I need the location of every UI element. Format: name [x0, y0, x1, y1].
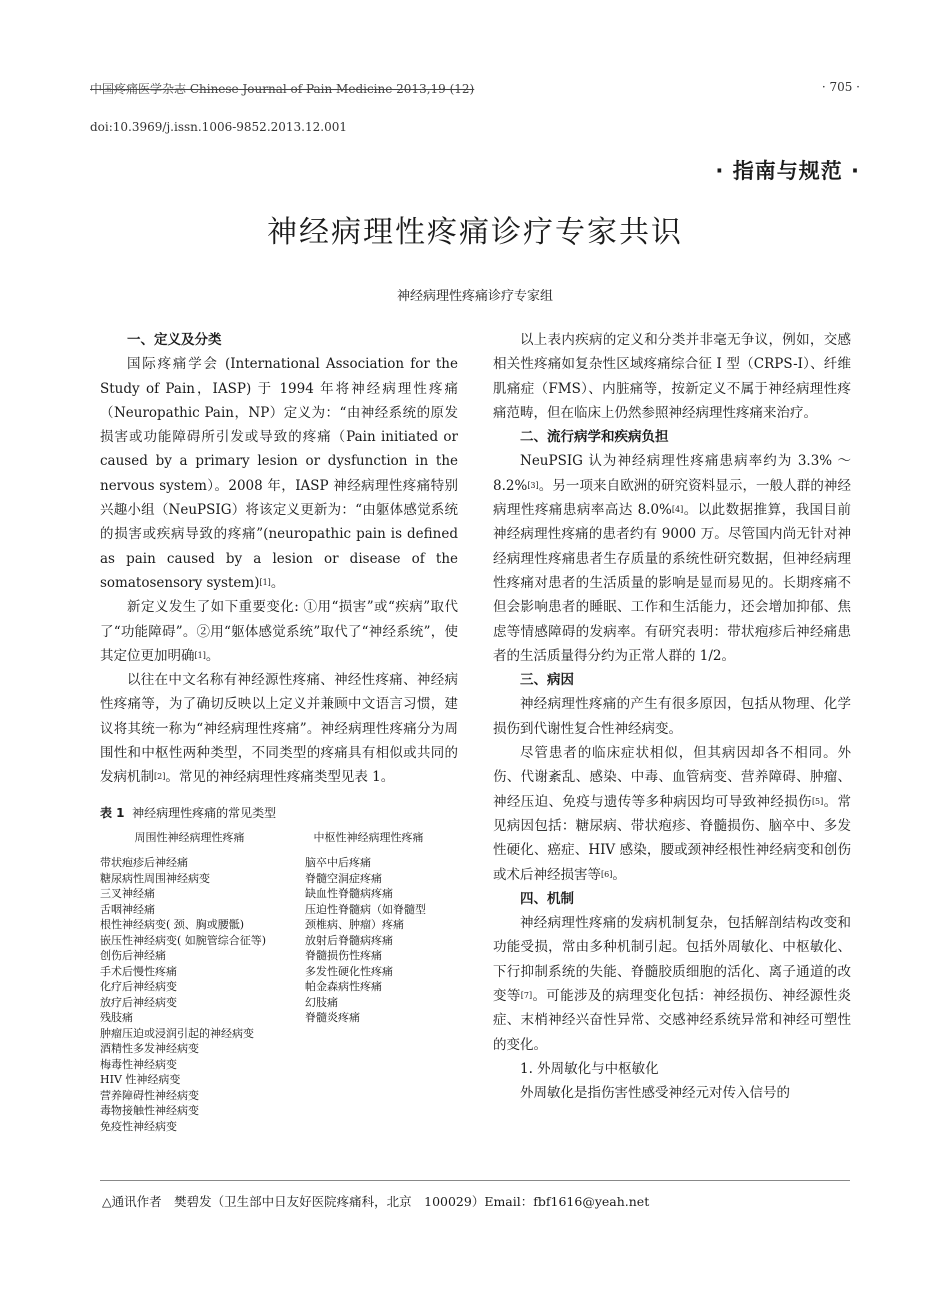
paragraph: NeuPSIG 认为神经病理性疼痛患病率约为 3.3% ～ 8.2%[3]。另一项来自欧洲的研究资料显示，一般人群的神经病理性疼痛患病率高达 8.0%[4]。以此数据推算，我国目前神经病理性疼痛的患者约有 9000 万。尽管国内尚无针对神经病理性疼痛患者生存质量的系统性研究数据，但神经病理性疼痛对患者的生活质量的影响是显而易见的。长期疼痛不但会影响患者的睡眠、工作和生活能力，还会增加抑郁、焦虑等情感障碍的发病率。有研究表明：带状疱疹后神经痛患者的生活质量得分约为正常人群的 1/2。 — [493, 453, 852, 664]
footnote: △通讯作者 樊碧发（卫生部中日友好医院疼痛科，北京 100029）Email：fbf1616@yeah.net — [102, 1194, 650, 1209]
section-tag: · 指南与规范 · — [715, 159, 860, 183]
table-cell: 放射后脊髓病疼痛 — [305, 933, 393, 947]
table-caption: 表 1 神经病理性疼痛的常见类型 — [100, 805, 277, 820]
table-cell: 放疗后神经病变 — [100, 995, 177, 1009]
paragraph: 外周敏化是指伤害性感受神经元对传入信号的 — [520, 1085, 790, 1102]
table-1 — [100, 830, 458, 1135]
table-cell: 带状疱疹后神经痛 — [100, 856, 188, 870]
table-cell: 脊髓空洞症疼痛 — [305, 871, 382, 885]
table-cell: 幻肢痛 — [305, 995, 338, 1009]
left-column — [100, 328, 458, 1134]
citation[interactable]: [1] — [259, 577, 271, 587]
table-cell: 舌咽神经痛 — [100, 902, 155, 916]
table-cell: 压迫性脊髓病（如脊髓型 — [305, 902, 426, 916]
table-header-central: 中枢性神经病理性疼痛 — [313, 830, 424, 844]
paragraph: 以上表内疾病的定义和分类并非毫无争议，例如，交感相关性疼痛如复杂性区域疼痛综合征 I 型（CRPS-I）、纤维肌痛症（FMS）、内脏痛等，按新定义不属于神经病理性疼痛范畴，但在临床上仍然参照神经病理性疼痛来治疗。 — [493, 332, 851, 421]
table-cell: 根性神经病变( 颈、胸或腰骶) — [100, 918, 245, 932]
citation[interactable]: [1] — [194, 650, 206, 660]
table-cell: 多发性硬化性疼痛 — [305, 964, 393, 978]
journal-header: 中国疼痛医学杂志 Chinese Journal of Pain Medicine 2013,19 (12) — [90, 82, 475, 96]
page-number: · 705 · — [821, 80, 860, 94]
paragraph: 以往在中文名称有神经源性疼痛、神经性疼痛、神经病性疼痛等，为了确切反映以上定义并兼顾中文语言习惯，建议将其统一称为“神经病理性疼痛”。神经病理性疼痛分为周围性和中枢性两种类型，不同类型的疼痛具有相似或共同的发病机制[2]。常见的神经病理性疼痛类型见表 1。 — [100, 672, 458, 786]
table-cell: 脊髓炎疼痛 — [305, 1011, 360, 1025]
table-cell: 帕金森病性疼痛 — [305, 980, 382, 994]
table-cell: 颈椎病、肿瘤）疼痛 — [305, 918, 404, 932]
right-column — [493, 328, 851, 1106]
table-cell: 免疫性神经病变 — [100, 1119, 177, 1133]
citation[interactable]: [3] — [527, 480, 539, 490]
paragraph: 尽管患者的临床症状相似，但其病因却各不相同。外伤、代谢紊乱、感染、中毒、血管病变、营养障碍、肿瘤、神经压迫、免疫与遗传等多种病因均可导致神经损伤[5]。常见病因包括：糖尿病、带状疱疹、脊髓损伤、脑卒中、多发性硬化、癌症、HIV 感染，腰或颈神经根性神经病变和创伤或术后神经损害等[6]。 — [493, 745, 852, 883]
table-cell: 毒物接触性神经病变 — [100, 1104, 199, 1118]
table-cell: 创伤后神经痛 — [100, 949, 166, 963]
citation[interactable]: [2] — [154, 772, 166, 782]
citation[interactable]: [6] — [601, 869, 613, 879]
table-cell: 化疗后神经病变 — [100, 980, 177, 994]
heading-definition: 一、定义及分类 — [127, 332, 222, 348]
table-cell: 梅毒性神经病变 — [100, 1057, 177, 1071]
footnote-divider — [100, 1180, 850, 1181]
paragraph: 国际疼痛学会 (International Association for the Study of Pain，IASP) 于 1994 年将神经病理性疼痛（Neuropathic Pain，NP）定义为：“由神经系统的原发损害或功能障碍所引发或导致的疼痛（Pain initiated or caused by a primary lesion or dysfunction in the nervous system）。2008 年，IASP 神经病理性疼痛特别兴趣小组（NeuPSIG）将该定义更新为：“由躯体感觉系统的损害或疾病导致的疼痛”(neuropathic pain is defined as pain caused by a lesion or disease of the somatosensory system)[1]。 — [100, 356, 458, 591]
table-cell: 糖尿病性周围神经病变 — [100, 871, 210, 885]
citation[interactable]: [7] — [520, 991, 533, 1001]
heading-mechanism: 四、机制 — [520, 890, 574, 907]
table-cell: 嵌压性神经病变( 如腕管综合征等) — [100, 933, 267, 947]
paragraph: 神经病理性疼痛的产生有很多原因，包括从物理、化学损伤到代谢性复合性神经病变。 — [493, 696, 851, 737]
citation[interactable]: [4] — [671, 505, 684, 515]
table-column-central — [305, 855, 458, 1134]
article-title: 神经病理性疼痛诊疗专家共识 — [267, 215, 683, 250]
paragraph: 新定义发生了如下重要变化: ①用“损害”或“疾病”取代了“功能障碍”。②用“躯体感觉系统”取代了“神经系统”，使其定位更加明确[1]。 — [100, 599, 458, 664]
table-cell: 缺血性脊髓病疼痛 — [305, 887, 393, 901]
table-column-peripheral — [100, 855, 305, 1134]
paragraph: 神经病理性疼痛的发病机制复杂，包括解剖结构改变和功能受损，常由多种机制引起。包括外周敏化、中枢敏化、下行抑制系统的失能、脊髓胶质细胞的活化、离子通道的改变等[7]。可能涉及的病理变化包括：神经损伤、神经源性炎症、末梢神经兴奋性异常、交感神经系统异常和神经可塑性的变化。 — [493, 915, 852, 1053]
table-cell: HIV 性神经病变 — [100, 1073, 181, 1087]
authors: 神经病理性疼痛诊疗专家组 — [396, 289, 553, 304]
citation[interactable]: [5] — [811, 796, 824, 806]
table-cell: 三叉神经痛 — [100, 887, 155, 901]
table-cell: 残肢痛 — [100, 1011, 133, 1025]
table-cell: 脑卒中后疼痛 — [305, 856, 371, 870]
doi[interactable]: doi:10.3969/j.issn.1006-9852.2013.12.001 — [90, 120, 347, 134]
table-cell: 营养障碍性神经病变 — [100, 1088, 199, 1102]
table-cell: 酒精性多发神经病变 — [100, 1042, 199, 1056]
heading-etiology: 三、病因 — [520, 672, 574, 689]
table-cell: 肿瘤压迫或浸润引起的神经病变 — [100, 1026, 254, 1040]
subheading-sensitization: 1. 外周敏化与中枢敏化 — [520, 1060, 659, 1077]
heading-epidemiology: 二、流行病学和疾病负担 — [520, 429, 669, 446]
table-header-peripheral: 周围性神经病理性疼痛 — [134, 830, 245, 844]
table-cell: 脊髓损伤性疼痛 — [305, 949, 382, 963]
table-cell: 手术后慢性疼痛 — [100, 964, 177, 978]
